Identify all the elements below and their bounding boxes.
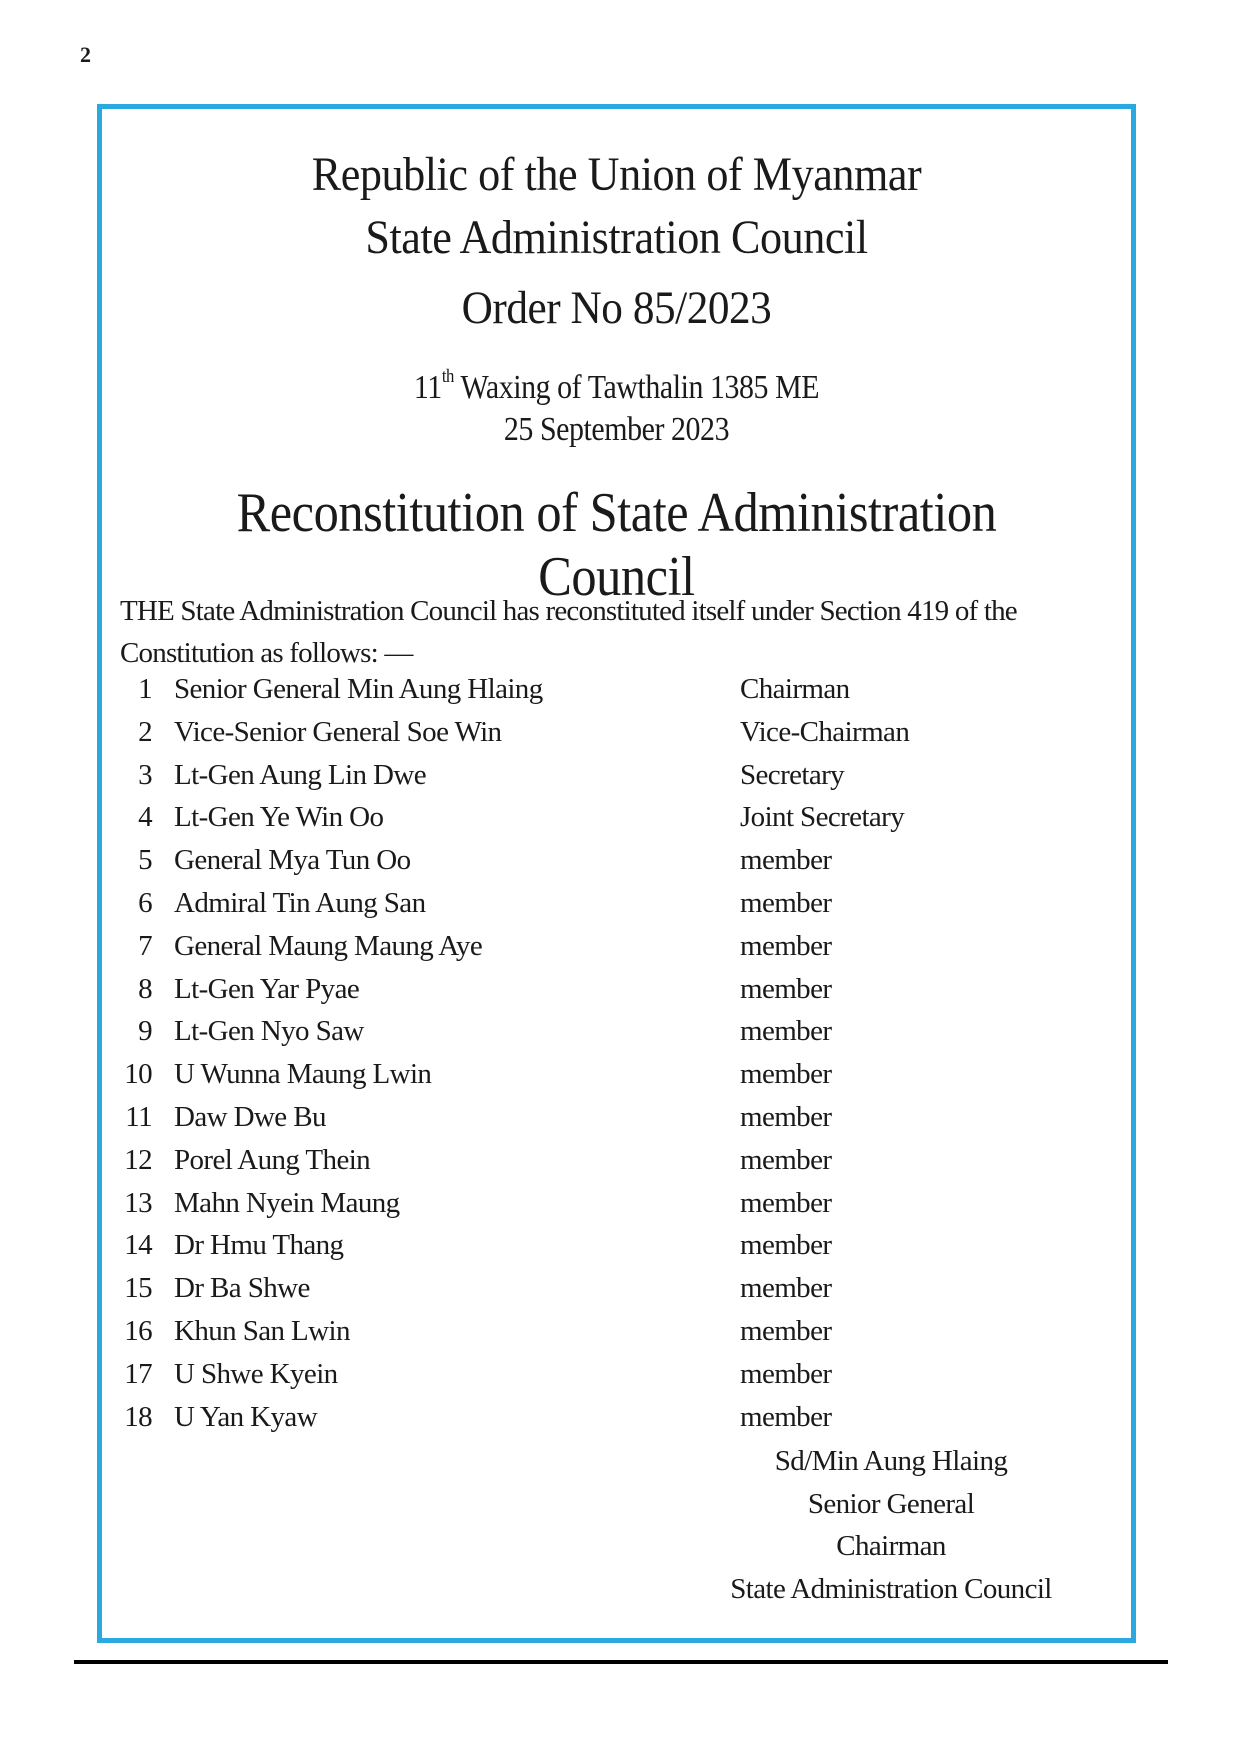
member-row [120, 1229, 1100, 1272]
member-name: Lt-Gen Ye Win Oo [174, 801, 384, 834]
member-position: member [740, 1100, 832, 1133]
member-row [120, 1015, 1100, 1058]
lunar-date [164, 366, 1070, 407]
member-row [120, 1101, 1100, 1144]
member-name: Dr Hmu Thang [174, 1229, 344, 1262]
member-number: 12 [124, 1143, 152, 1176]
member-position: member [740, 1272, 832, 1305]
member-number: 8 [138, 972, 152, 1005]
member-name: U Wunna Maung Lwin [174, 1058, 432, 1091]
member-position: member [740, 1015, 832, 1048]
member-number: 1 [138, 673, 152, 705]
member-number: 3 [138, 758, 152, 791]
member-position: member [740, 1186, 832, 1219]
member-row [120, 1358, 1100, 1401]
member-row [120, 887, 1100, 930]
member-number: 11 [125, 1100, 152, 1133]
member-name: Porel Aung Thein [174, 1143, 371, 1176]
member-name: Lt-Gen Aung Lin Dwe [174, 758, 426, 791]
member-name: U Yan Kyaw [174, 1400, 318, 1433]
member-row [120, 759, 1100, 802]
member-position: member [740, 886, 832, 919]
member-position: Vice-Chairman [740, 715, 910, 748]
lunar-date-suffix: th [441, 366, 454, 387]
member-row [120, 1315, 1100, 1358]
member-name: Dr Ba Shwe [174, 1272, 310, 1305]
member-row [120, 716, 1100, 759]
signature-name: Sd/Min Aung Hlaing [774, 1445, 1008, 1477]
member-position: member [740, 1314, 832, 1347]
member-position: member [740, 1058, 832, 1091]
member-row [120, 1144, 1100, 1187]
member-row [120, 844, 1100, 887]
country-heading: Republic of the Union of Myanmar [311, 148, 922, 201]
member-number: 17 [124, 1357, 152, 1390]
lunar-date-rest: Waxing of Tawthalin 1385 ME [453, 369, 820, 406]
member-row [120, 1272, 1100, 1315]
signature-body: State Administration Council [730, 1572, 1052, 1605]
member-row [120, 930, 1100, 973]
signature-title: Chairman [836, 1530, 946, 1562]
gregorian-date: 25 September 2023 [503, 411, 730, 448]
intro-paragraph: THE State Administration Council has reconstituted itself under Section 419 of the Constitution as follows: — [120, 595, 1017, 669]
member-name: General Maung Maung Aye [174, 929, 483, 962]
member-position: member [740, 972, 832, 1005]
member-number: 6 [138, 886, 152, 919]
member-number: 4 [138, 801, 152, 834]
member-position: Chairman [740, 673, 850, 705]
member-row [120, 973, 1100, 1016]
member-number: 14 [124, 1229, 152, 1262]
member-number: 13 [124, 1186, 152, 1219]
member-position: member [740, 1400, 832, 1433]
page-number: 2 [80, 42, 91, 67]
member-row [120, 1401, 1100, 1444]
member-name: Lt-Gen Nyo Saw [174, 1015, 364, 1048]
member-number: 5 [138, 844, 152, 877]
member-name: Admiral Tin Aung San [174, 886, 426, 919]
member-number: 10 [124, 1058, 152, 1091]
member-row [120, 673, 1100, 716]
member-name: Khun San Lwin [174, 1314, 350, 1347]
order-title: Reconstitution of State Administration Council [236, 482, 997, 608]
signature-rank: Senior General [807, 1487, 975, 1520]
member-name: Daw Dwe Bu [174, 1100, 326, 1133]
member-number: 15 [124, 1272, 152, 1305]
member-position: member [740, 929, 832, 962]
member-name: Mahn Nyein Maung [174, 1186, 400, 1219]
member-name: U Shwe Kyein [174, 1357, 338, 1390]
member-position: member [740, 1143, 832, 1176]
lunar-date-day: 11 [413, 369, 442, 406]
member-number: 7 [138, 929, 152, 962]
member-position: member [740, 844, 832, 877]
member-name: Vice-Senior General Soe Win [174, 715, 502, 748]
member-position: member [740, 1229, 832, 1262]
member-position: Joint Secretary [740, 801, 905, 834]
member-number: 16 [124, 1314, 152, 1347]
member-number: 2 [138, 715, 152, 748]
member-position: Secretary [740, 758, 845, 791]
member-name: Senior General Min Aung Hlaing [174, 673, 543, 705]
members-list [120, 673, 1100, 1443]
member-number: 9 [138, 1015, 152, 1048]
member-number: 18 [124, 1400, 152, 1433]
member-row [120, 1187, 1100, 1230]
council-heading: State Administration Council [365, 211, 868, 264]
member-name: General Mya Tun Oo [174, 844, 411, 877]
member-row [120, 801, 1100, 844]
signature-block [681, 1440, 1101, 1610]
order-frame [97, 104, 1136, 1643]
order-number: Order No 85/2023 [461, 282, 772, 334]
member-position: member [740, 1357, 832, 1390]
member-row [120, 1058, 1100, 1101]
member-name: Lt-Gen Yar Pyae [174, 972, 360, 1005]
footer-rule [74, 1660, 1168, 1664]
